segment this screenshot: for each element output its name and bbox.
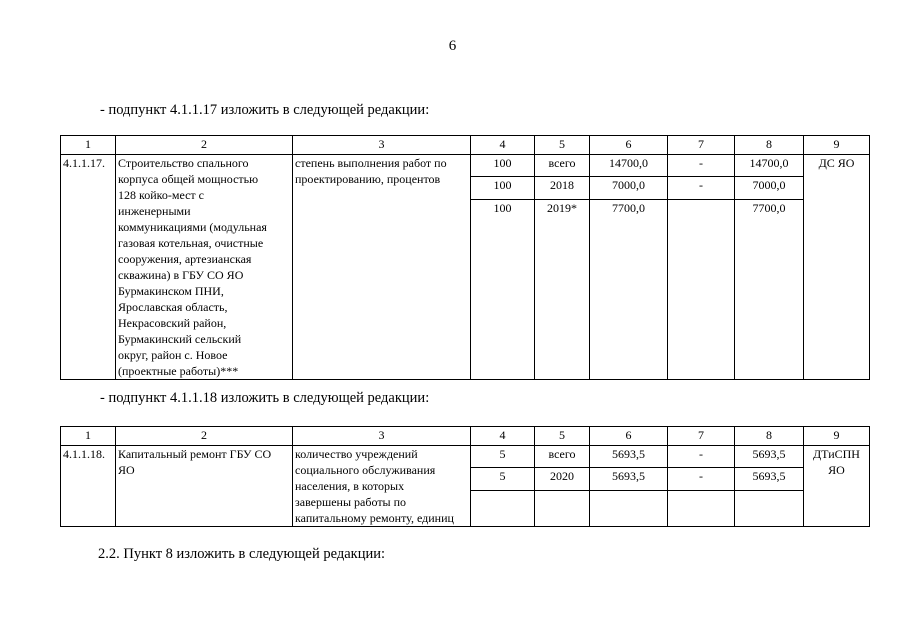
column-header: 9: [804, 136, 870, 155]
description-line: скважина) в ГБУ СО ЯО: [118, 268, 244, 282]
instruction-point-8: 2.2. Пункт 8 изложить в следующей редакции:: [98, 546, 386, 562]
year-cell: всего: [535, 155, 590, 177]
target-value-cell: 100: [471, 155, 535, 177]
funding-cell: -: [668, 446, 735, 468]
item-number: 4.1.1.17.: [61, 155, 116, 380]
description-line: сооружения, артезианская: [118, 252, 252, 266]
item-description: [116, 446, 293, 527]
item-description: [116, 155, 293, 380]
target-value-cell: 5: [471, 468, 535, 490]
indicator-description: [293, 446, 471, 527]
year-cell: 2019*: [535, 199, 590, 379]
column-header: 1: [61, 136, 116, 155]
funding-cell: 5693,5: [590, 446, 668, 468]
column-header: 8: [735, 136, 804, 155]
table-row: [61, 155, 870, 177]
description-line: 128 койко-мест с: [118, 188, 204, 202]
funding-total-cell: 7700,0: [735, 199, 804, 379]
column-header: 7: [668, 136, 735, 155]
item-number: 4.1.1.18.: [61, 446, 116, 527]
description-line: Некрасовский район,: [118, 316, 227, 330]
description-line: ЯО: [118, 463, 135, 477]
indicator-line: социального обслуживания: [295, 463, 436, 477]
funding-cell: 5693,5: [590, 468, 668, 490]
description-line: Бурмакинском ПНИ,: [118, 284, 224, 298]
year-cell: всего: [535, 446, 590, 468]
indicator-line: населения, в которых: [295, 479, 405, 493]
instruction-4-1-1-17: - подпункт 4.1.1.17 изложить в следующей редакции:: [100, 102, 430, 118]
responsible-line: ДТиСПН: [813, 447, 860, 461]
column-header: 5: [535, 427, 590, 446]
target-value-cell: 100: [471, 199, 535, 379]
column-header: 2: [116, 427, 293, 446]
funding-total-cell: [735, 490, 804, 526]
instruction-4-1-1-18: - подпункт 4.1.1.18 изложить в следующей редакции:: [100, 390, 430, 406]
column-header: 7: [668, 427, 735, 446]
target-value-cell: [471, 490, 535, 526]
responsible-executor: ДС ЯО: [804, 155, 870, 380]
description-line: Строительство спального: [118, 156, 249, 170]
column-header: 3: [293, 427, 471, 446]
responsible-executor: [804, 446, 870, 527]
year-cell: 2018: [535, 177, 590, 199]
page-number: 6: [448, 38, 457, 54]
year-cell: [535, 490, 590, 526]
column-header: 6: [590, 136, 668, 155]
responsible-line: ЯО: [828, 463, 845, 477]
column-header: 2: [116, 136, 293, 155]
funding-total-cell: 7000,0: [735, 177, 804, 199]
indicator-line: степень выполнения работ по: [295, 156, 447, 170]
column-header: 5: [535, 136, 590, 155]
funding-total-cell: 5693,5: [735, 446, 804, 468]
indicator-description: [293, 155, 471, 380]
description-line: Капитальный ремонт ГБУ СО: [118, 447, 272, 461]
description-line: округ, район с. Новое: [118, 348, 228, 362]
indicator-line: проектированию, процентов: [295, 172, 441, 186]
column-header: 9: [804, 427, 870, 446]
funding-cell: 7700,0: [590, 199, 668, 379]
description-line: (проектные работы)***: [118, 364, 239, 378]
column-header: 4: [471, 427, 535, 446]
funding-cell: 14700,0: [590, 155, 668, 177]
indicator-line: капитальному ремонту, единиц: [295, 511, 454, 525]
description-line: Бурмакинский сельский: [118, 332, 242, 346]
description-line: корпуса общей мощностью: [118, 172, 259, 186]
column-header: 4: [471, 136, 535, 155]
funding-cell: -: [668, 177, 735, 199]
target-value-cell: 5: [471, 446, 535, 468]
target-value-cell: 100: [471, 177, 535, 199]
column-header: 3: [293, 136, 471, 155]
funding-cell: -: [668, 468, 735, 490]
column-header: 8: [735, 427, 804, 446]
indicator-line: завершены работы по: [295, 495, 407, 509]
funding-total-cell: 14700,0: [735, 155, 804, 177]
table-4-1-1-17: [60, 135, 870, 380]
description-line: инженерными: [118, 204, 191, 218]
year-cell: 2020: [535, 468, 590, 490]
indicator-line: количество учреждений: [295, 447, 418, 461]
funding-cell: 7000,0: [590, 177, 668, 199]
table-4-1-1-18: [60, 426, 870, 527]
table-row: [61, 446, 870, 468]
table-header-row: [61, 136, 870, 155]
funding-cell: [668, 490, 735, 526]
column-header: 6: [590, 427, 668, 446]
funding-total-cell: 5693,5: [735, 468, 804, 490]
description-line: коммуникациями (модульная: [118, 220, 267, 234]
funding-cell: [590, 490, 668, 526]
funding-cell: -: [668, 155, 735, 177]
table-header-row: [61, 427, 870, 446]
column-header: 1: [61, 427, 116, 446]
funding-cell: [668, 199, 735, 379]
description-line: газовая котельная, очистные: [118, 236, 264, 250]
description-line: Ярославская область,: [118, 300, 228, 314]
